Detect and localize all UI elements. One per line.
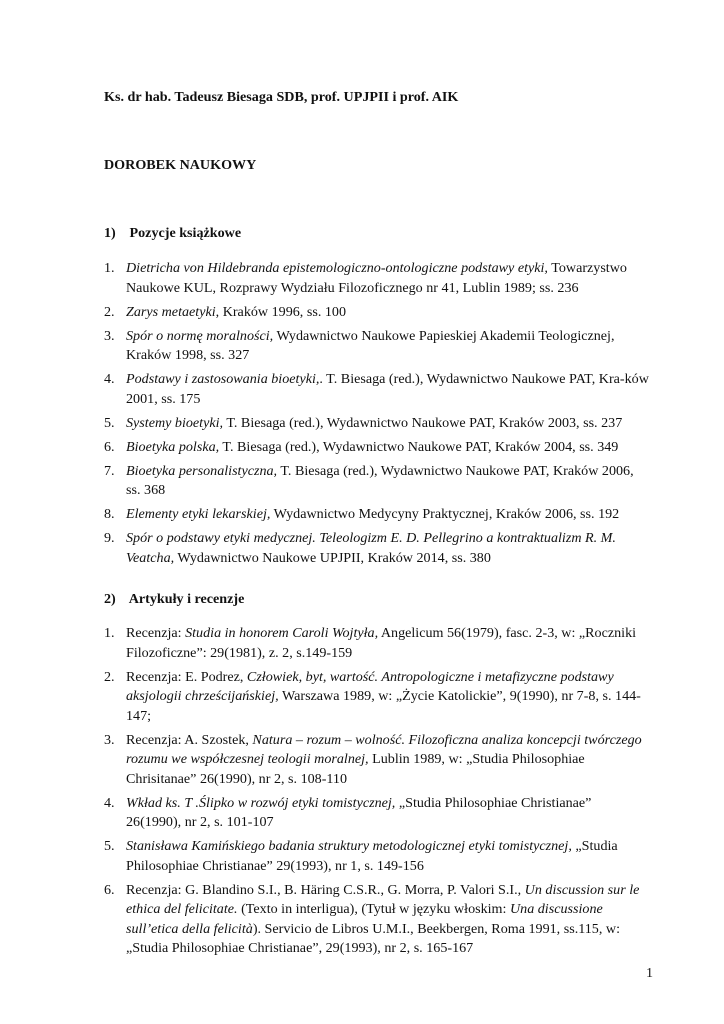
item-title: Podstawy i zastosowania bioetyki, [126,371,320,387]
item-title: Człowiek, byt, wartość. Antropologiczne i metafizyczne podstawy aksjologii chrześcijańskiej, [126,668,614,704]
section-title: Artykuły i recenzje [128,591,245,607]
item-prefix: Recenzja: A. Szostek, [126,731,253,748]
section-number: 2) [104,591,116,607]
item-text: Wydawnictwo Medycyny Praktycznej, Kraków 2006, ss. 192 [270,506,620,522]
list-item [104,731,650,790]
item-number: 2. [104,668,115,685]
item-number: 4. [104,371,115,387]
list-item [104,529,650,568]
list-item [104,370,650,409]
item-title: Bioetyka polska, [126,438,220,455]
item-text: Towarzystwo Naukowe KUL, Rozprawy Wydziału Filozoficznego nr 41, Lublin 1989; ss. 236 [126,260,627,296]
item-text: Lublin 1989, w: „Studia Philosophiae Chrisitanae” 26(1990), nr 2, s. 108-110 [126,751,585,787]
item-text: Wydawnictwo Naukowe Papieskiej Akademii Teologicznej, Kraków 1998, ss. 327 [126,327,615,363]
list-item [104,505,650,525]
item-title: Zarys metaetyki [126,303,216,320]
item-title: Wkład ks. T .Ślipko w rozwój etyki tomistycznej, [126,794,396,811]
item-text: „Studia Philosophiae Christianae” 29(1993), nr 1, s. 149-156 [126,838,618,874]
item-prefix: Recenzja: G. Blandino S.I., B. Häring C.S.R., G. Morra, P. Valori S.I., [126,881,525,898]
page-number: 1 [645,965,653,981]
item-number: 3. [104,731,115,748]
document-title: DOROBEK NAUKOWY [104,157,257,173]
list-item [104,881,650,959]
item-text: , Kraków 1996, ss. 100 [215,303,347,320]
section-heading-articles [104,590,244,610]
item-number: 4. [104,794,115,811]
item-title: Studia in honorem Caroli Wojtyła, [185,625,379,641]
list-item [104,462,650,501]
articles-list [104,624,650,963]
item-number: 1. [104,625,115,641]
item-number: 6. [104,438,115,455]
item-number: 3. [104,327,115,344]
section-heading-books [104,224,241,244]
item-title: Systemy bioetyki, [126,414,224,431]
item-title: Un discussion sur le ethica del felicitate. [126,881,640,917]
item-number: 5. [104,838,115,854]
list-item [104,624,650,663]
books-list [104,259,650,573]
item-number: 8. [104,506,115,522]
item-prefix: Recenzja: [126,625,186,641]
author-line: Ks. dr hab. Tadeusz Biesaga SDB, prof. UPJPII i prof. AIK [104,89,459,105]
item-text: (Texto in interligua), (Tytuł w języku włoskim: [237,901,510,917]
list-item [104,794,650,833]
item-title: Spór o normę moralności, [126,327,274,344]
item-title: Natura – rozum – wolność. Filozoficzna analiza koncepcji twórczego rozumu we współczesnej teologii moralnej, [126,731,642,767]
item-title: Elementy etyki lekarskiej, [126,506,271,522]
item-text: „Studia Philosophiae Christianae” 26(1990), nr 2, s. 101-107 [126,794,592,830]
item-text: . T. Biesaga (red.), Wydawnictwo Naukowe PAT, Kra-ków 2001, ss. 175 [126,371,649,407]
item-number: 9. [104,530,115,546]
list-item [104,327,650,366]
list-item [104,837,650,876]
list-item [104,438,650,458]
item-number: 1. [104,260,115,276]
item-title: Dietricha von Hildebranda epistemologiczno-ontologiczne podstawy etyki, [126,260,548,276]
item-number: 2. [104,303,115,320]
item-text: T. Biesaga (red.), Wydawnictwo Naukowe PAT, Kraków 2004, ss. 349 [219,438,619,455]
item-title: Bioetyka personalistyczna, [126,462,278,479]
item-title: Stanisława Kamińskiego badania struktury metodologicznej etyki tomistycznej, [126,838,572,854]
section-number: 1) [104,225,116,241]
item-number: 6. [104,881,115,898]
item-number: 7. [104,462,115,479]
list-item [104,414,650,434]
item-text: Angelicum 56(1979), fasc. 2-3, w: „Roczniki Filozoficzne”: 29(1981), z. 2, s.149-159 [126,625,637,661]
section-title: Pozycje książkowe [129,225,242,241]
item-text: Warszawa 1989, w: „Życie Katolickie”, 9(1990), nr 7-8, s. 144-147; [126,688,641,724]
item-title: Spór o podstawy etyki medycznej. Teleologizm E. D. Pellegrino a kontraktualizm R. M. Veatcha, [126,530,616,566]
item-number: 5. [104,414,115,431]
item-text: Wydawnictwo Naukowe UPJPII, Kraków 2014, ss. 380 [174,549,491,566]
list-item [104,303,650,323]
item-text: T. Biesaga (red.), Wydawnictwo Naukowe PAT, Kraków 2006, ss. 368 [126,462,634,498]
list-item [104,259,650,298]
item-prefix: Recenzja: E. Podrez, [126,668,247,685]
list-item [104,668,650,727]
item-title: Una discussione sull’etica della felicità [126,901,603,937]
item-text: T. Biesaga (red.), Wydawnictwo Naukowe PAT, Kraków 2003, ss. 237 [223,414,623,431]
item-text: ). Servicio de Libros U.M.I., Beekbergen, Roma 1991, ss.115, w: „Studia Philosophiae Christianae”, 29(1993), nr 2, s. 165-167 [126,920,620,956]
